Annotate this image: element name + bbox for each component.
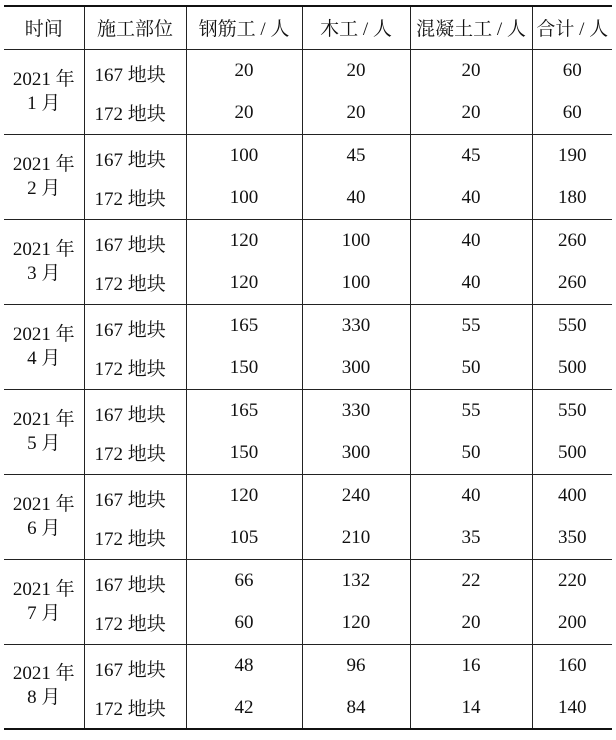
steel-count: 165 — [186, 389, 302, 432]
site-cell: 172 地块 — [84, 687, 186, 729]
time-year: 2021 年 — [12, 663, 75, 685]
concrete-count: 16 — [410, 644, 532, 687]
header-row — [4, 6, 612, 49]
table-row — [4, 262, 612, 304]
total-count: 180 — [532, 177, 612, 219]
time-cell — [4, 304, 84, 389]
concrete-count: 14 — [410, 687, 532, 729]
total-count: 500 — [532, 432, 612, 474]
time-month: 5 月 — [27, 432, 61, 454]
steel-count: 105 — [186, 517, 302, 559]
wood-count: 300 — [302, 432, 410, 474]
time-cell — [4, 644, 84, 729]
site-cell: 167 地块 — [84, 304, 186, 347]
header-time: 时间 — [4, 6, 84, 49]
site-cell: 167 地块 — [84, 49, 186, 92]
total-count: 550 — [532, 304, 612, 347]
table-header — [4, 6, 612, 49]
total-count: 190 — [532, 134, 612, 177]
site-cell: 172 地块 — [84, 262, 186, 304]
concrete-count: 20 — [410, 49, 532, 92]
site-cell: 167 地块 — [84, 559, 186, 602]
header-concrete-workers: 混凝土工 / 人 — [410, 6, 532, 49]
wood-count: 100 — [302, 219, 410, 262]
site-cell: 172 地块 — [84, 432, 186, 474]
concrete-count: 50 — [410, 432, 532, 474]
time-cell — [4, 49, 84, 134]
concrete-count: 40 — [410, 219, 532, 262]
site-cell: 172 地块 — [84, 602, 186, 644]
wood-count: 120 — [302, 602, 410, 644]
site-cell: 167 地块 — [84, 134, 186, 177]
site-cell: 167 地块 — [84, 219, 186, 262]
steel-count: 100 — [186, 134, 302, 177]
total-count: 400 — [532, 474, 612, 517]
time-cell — [4, 219, 84, 304]
wood-count: 20 — [302, 49, 410, 92]
wood-count: 40 — [302, 177, 410, 219]
wood-count: 96 — [302, 644, 410, 687]
time-month: 7 月 — [27, 602, 61, 624]
steel-count: 165 — [186, 304, 302, 347]
steel-count: 120 — [186, 474, 302, 517]
steel-count: 120 — [186, 219, 302, 262]
site-cell: 172 地块 — [84, 177, 186, 219]
table-row — [4, 177, 612, 219]
table-row — [4, 517, 612, 559]
concrete-count: 22 — [410, 559, 532, 602]
table-row — [4, 474, 612, 517]
table-row — [4, 134, 612, 177]
time-month: 2 月 — [27, 177, 61, 199]
total-count: 550 — [532, 389, 612, 432]
total-count: 350 — [532, 517, 612, 559]
time-year: 2021 年 — [12, 238, 75, 260]
total-count: 260 — [532, 219, 612, 262]
concrete-count: 20 — [410, 92, 532, 134]
steel-count: 48 — [186, 644, 302, 687]
total-count: 200 — [532, 602, 612, 644]
concrete-count: 50 — [410, 347, 532, 389]
table-row — [4, 389, 612, 432]
wood-count: 100 — [302, 262, 410, 304]
wood-count: 330 — [302, 389, 410, 432]
wood-count: 240 — [302, 474, 410, 517]
concrete-count: 40 — [410, 262, 532, 304]
time-year: 2021 年 — [12, 578, 75, 600]
wood-count: 84 — [302, 687, 410, 729]
table-row — [4, 432, 612, 474]
time-cell — [4, 559, 84, 644]
table-row — [4, 347, 612, 389]
concrete-count: 20 — [410, 602, 532, 644]
table-row — [4, 219, 612, 262]
concrete-count: 45 — [410, 134, 532, 177]
wood-count: 210 — [302, 517, 410, 559]
table-row — [4, 687, 612, 729]
steel-count: 20 — [186, 49, 302, 92]
time-cell — [4, 389, 84, 474]
steel-count: 100 — [186, 177, 302, 219]
time-year: 2021 年 — [12, 408, 75, 430]
time-month: 6 月 — [27, 517, 61, 539]
steel-count: 20 — [186, 92, 302, 134]
wood-count: 132 — [302, 559, 410, 602]
labor-table — [4, 5, 612, 730]
concrete-count: 40 — [410, 474, 532, 517]
total-count: 140 — [532, 687, 612, 729]
steel-count: 150 — [186, 347, 302, 389]
steel-count: 66 — [186, 559, 302, 602]
concrete-count: 35 — [410, 517, 532, 559]
site-cell: 167 地块 — [84, 389, 186, 432]
wood-count: 45 — [302, 134, 410, 177]
site-cell: 172 地块 — [84, 92, 186, 134]
steel-count: 150 — [186, 432, 302, 474]
total-count: 160 — [532, 644, 612, 687]
steel-count: 60 — [186, 602, 302, 644]
steel-count: 120 — [186, 262, 302, 304]
wood-count: 300 — [302, 347, 410, 389]
total-count: 260 — [532, 262, 612, 304]
site-cell: 172 地块 — [84, 517, 186, 559]
time-month: 4 月 — [27, 347, 61, 369]
table-body — [4, 49, 612, 729]
time-month: 1 月 — [27, 92, 61, 114]
header-wood-workers: 木工 / 人 — [302, 6, 410, 49]
concrete-count: 40 — [410, 177, 532, 219]
table-row — [4, 304, 612, 347]
steel-count: 42 — [186, 687, 302, 729]
total-count: 220 — [532, 559, 612, 602]
site-cell: 172 地块 — [84, 347, 186, 389]
concrete-count: 55 — [410, 304, 532, 347]
time-month: 8 月 — [27, 687, 61, 709]
time-year: 2021 年 — [12, 153, 75, 175]
total-count: 500 — [532, 347, 612, 389]
header-total-workers: 合计 / 人 — [532, 6, 612, 49]
table-row — [4, 602, 612, 644]
total-count: 60 — [532, 49, 612, 92]
time-year: 2021 年 — [12, 68, 75, 90]
table-row — [4, 49, 612, 92]
table-row — [4, 644, 612, 687]
time-cell — [4, 134, 84, 219]
total-count: 60 — [532, 92, 612, 134]
header-site: 施工部位 — [84, 6, 186, 49]
time-month: 3 月 — [27, 262, 61, 284]
table-row — [4, 92, 612, 134]
time-year: 2021 年 — [12, 323, 75, 345]
header-steel-workers: 钢筋工 / 人 — [186, 6, 302, 49]
time-year: 2021 年 — [12, 493, 75, 515]
table-row — [4, 559, 612, 602]
wood-count: 20 — [302, 92, 410, 134]
site-cell: 167 地块 — [84, 644, 186, 687]
time-cell — [4, 474, 84, 559]
site-cell: 167 地块 — [84, 474, 186, 517]
concrete-count: 55 — [410, 389, 532, 432]
wood-count: 330 — [302, 304, 410, 347]
